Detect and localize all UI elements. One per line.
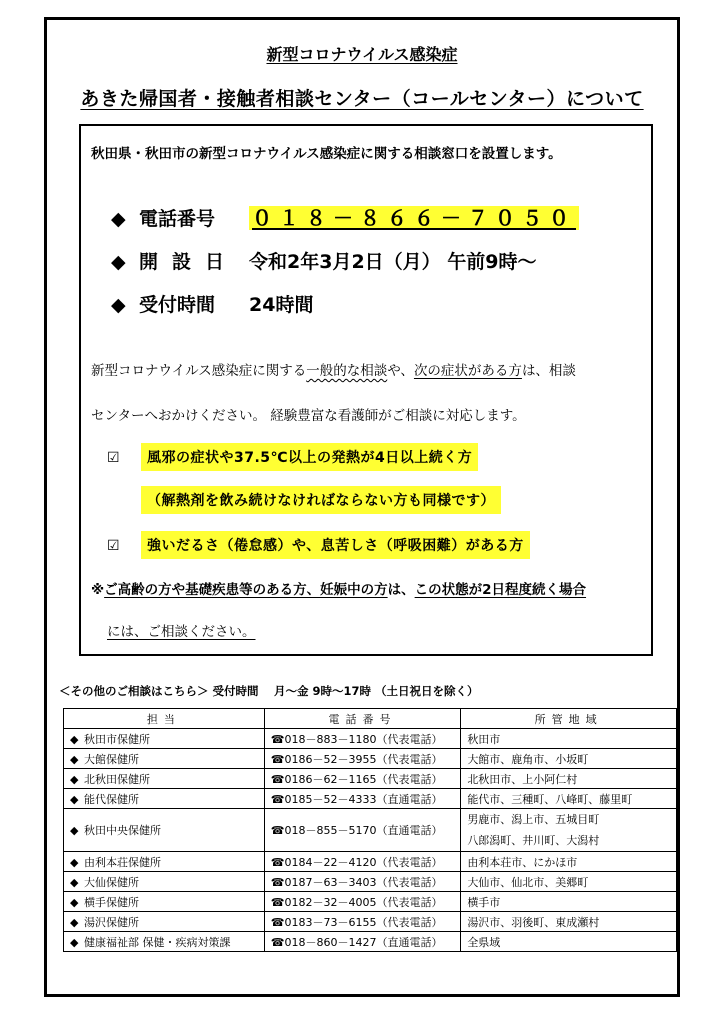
phone-label: 電話番号 <box>139 208 216 230</box>
table-row: ◆ 能代保健所 ☎0185－52－4333（直通電話） 能代市、三種町、八峰町、藤里町 <box>64 789 677 809</box>
symptom-fever-note: （解熱剤を飲み続けなければならない方も同様です） <box>141 486 501 514</box>
diamond-bullet-icon: ◆ <box>70 772 79 786</box>
open-date-value: 令和2年3月2日（月） 午前9時～ <box>249 251 537 273</box>
consult-paragraph-line2: センターへおかけください。 経験豊富な看護師がご相談に対応します。 <box>91 408 526 424</box>
symptom-fever: 風邪の症状や37.5℃以上の発熱が4日以上続く方 <box>141 443 478 471</box>
table-row: ◆ 秋田市保健所 ☎018－883－1180（代表電話） 秋田市 <box>64 729 677 749</box>
hours-value: 24時間 <box>249 294 314 316</box>
diamond-bullet-icon: ◆ <box>70 875 79 889</box>
diamond-bullet-icon: ◆ <box>70 895 79 909</box>
checkbox-icon: ☑ <box>107 450 120 466</box>
open-date-row <box>111 247 537 274</box>
diamond-bullet-icon: ◆ <box>70 792 79 806</box>
diamond-bullet-icon: ◆ <box>70 752 79 766</box>
diamond-bullet-icon: ◆ <box>111 294 126 316</box>
table-row: ◆ 横手保健所 ☎0182－32－4005（代表電話） 横手市 <box>64 892 677 912</box>
table-row: ◆ 大館保健所 ☎0186－52－3955（代表電話） 大館市、鹿角市、小坂町 <box>64 749 677 769</box>
table-row: ◆ 由利本荘保健所 ☎0184－22－4120（代表電話） 由利本荘市、にかほ市 <box>64 852 677 872</box>
diamond-bullet-icon: ◆ <box>111 208 126 230</box>
telephone-icon: ☎ <box>270 732 285 746</box>
diamond-bullet-icon: ◆ <box>70 855 79 869</box>
table-row: ◆ 北秋田保健所 ☎0186－62－1165（代表電話） 北秋田市、上小阿仁村 <box>64 769 677 789</box>
table-row: ◆ 健康福祉部 保健・疾病対策課 ☎018－860－1427（直通電話） 全県域 <box>64 932 677 952</box>
telephone-icon: ☎ <box>270 772 285 786</box>
table-row: ◆ 秋田中央保健所 ☎018－855－5170（直通電話） 男鹿市、潟上市、五城目町 八郎潟町、井川町、大潟村 <box>64 809 677 852</box>
column-header-area: 所管地域 <box>461 709 677 729</box>
telephone-icon: ☎ <box>270 935 285 949</box>
phone-row <box>111 202 579 231</box>
phone-number[interactable]: ０１８－８６６－７０５０ <box>249 206 579 230</box>
hours-label: 受付時間 <box>139 294 216 316</box>
note-line1: ※ご高齢の方や基礎疾患等のある方、妊娠中の方は、この状態が2日程度続く場合 <box>91 582 587 598</box>
info-box <box>79 124 653 656</box>
checkbox-icon: ☑ <box>107 538 120 554</box>
symptom-fatigue: 強いだるさ（倦怠感）や、息苦しさ（呼吸困難）がある方 <box>141 531 530 559</box>
table-row: ◆ 湯沢保健所 ☎0183－73－6155（代表電話） 湯沢市、羽後町、東成瀬村 <box>64 912 677 932</box>
open-date-label: 開設日 <box>139 251 239 273</box>
telephone-icon: ☎ <box>270 752 285 766</box>
diamond-bullet-icon: ◆ <box>70 732 79 746</box>
page-title: 新型コロナウイルス感染症 <box>266 45 458 64</box>
diamond-bullet-icon: ◆ <box>70 915 79 929</box>
telephone-icon: ☎ <box>270 824 285 837</box>
column-header-office: 担当 <box>64 709 265 729</box>
intro-text: 秋田県・秋田市の新型コロナウイルス感染症に関する相談窓口を設置します。 <box>91 146 562 162</box>
table-header-row <box>64 709 677 729</box>
note-line2: には、ご相談ください。 <box>107 624 256 640</box>
hours-row <box>111 290 313 317</box>
page-subtitle: あきた帰国者・接触者相談センター（コールセンター）について <box>80 88 644 110</box>
diamond-bullet-icon: ◆ <box>70 935 79 949</box>
telephone-icon: ☎ <box>270 875 285 889</box>
health-office-table <box>63 708 677 952</box>
telephone-icon: ☎ <box>270 855 285 869</box>
telephone-icon: ☎ <box>270 792 285 806</box>
column-header-phone: 電話番号 <box>264 709 461 729</box>
consult-paragraph-line1: 新型コロナウイルス感染症に関する一般的な相談や、次の症状がある方は、相談 <box>91 363 576 379</box>
diamond-bullet-icon: ◆ <box>70 824 79 837</box>
diamond-bullet-icon: ◆ <box>111 251 126 273</box>
telephone-icon: ☎ <box>270 895 285 909</box>
other-consult-heading: ＜その他のご相談はこちら＞ 受付時間 月～金 9時～17時 （土日祝日を除く） <box>59 684 479 698</box>
page-frame <box>44 17 680 997</box>
table-row: ◆ 大仙保健所 ☎0187－63－3403（代表電話） 大仙市、仙北市、美郷町 <box>64 872 677 892</box>
telephone-icon: ☎ <box>270 915 285 929</box>
